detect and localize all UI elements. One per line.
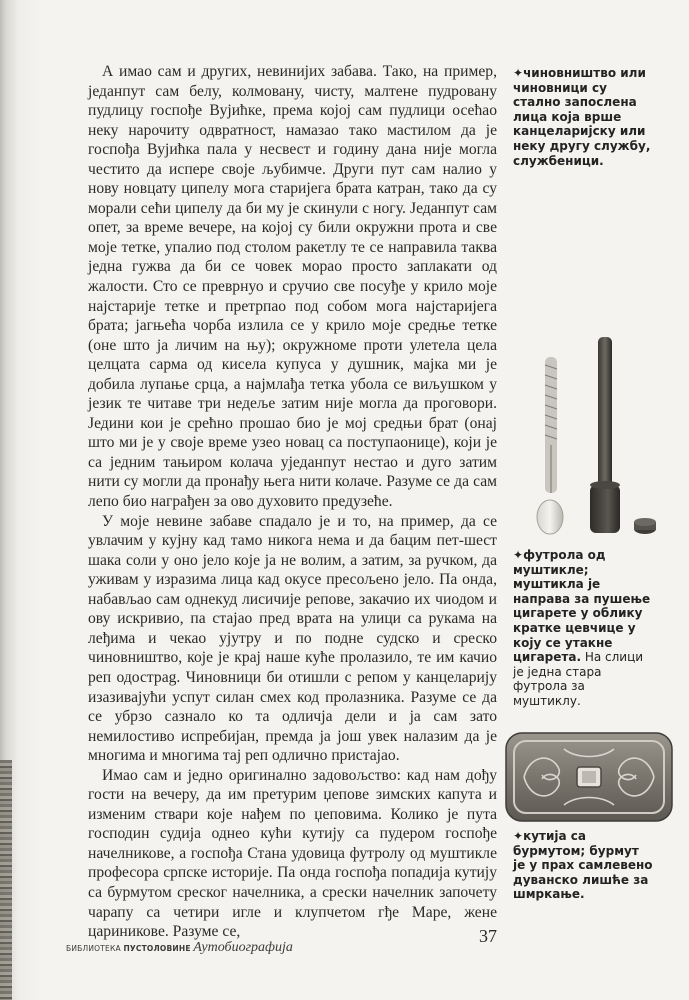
sidenote-snuff-box (513, 829, 653, 902)
paragraph-1: А имао сам и других, невинијих забава. Тако, на пример, једанпут сам белу, колмовану, чисту, малтене пудровану пудлицу госпође Вујићке, према којој сам пудлици осећао неку нарочиту одвратност, намазао тако мастилом да је госпођа Вујићка пала у несвест и годину дана није могла честито да испере своје љубимче. Други пут сам налио у нову новцату ципелу мога старијега брата катран, тако да су морали сећи ципелу да би му је скинули с ногу. Једанпут сам опет, за време вечере, на којој су били окружни прота и све моје тетке, упалио под столом ракетлу те се направила таква једна гужва да би се човек морао просто заплакати од жалости. Сто се преврнуо и сручио све посуђе у крило моје најстарије тетке и претрпао под собом мога најстаријега брата; јагњећа чорба излила се у крило моје средње тетке (оне што ја личим на њу); окружноме проти улетела цела целцата сарма од кисела купуса у душник, мајка ми је добила лупање срца, а најмлађа тетка убола се виљушком у језик те читаве три недеље затим није могла да проговори. Једини кои је срећно прошао био је мој средњи брат (онај што ми је у своје време узео новац са поступаонице), који је са једним тањиром колача уједанпут нестао и дуго затим нити су могли да пронађу њега нити колаче. Разуме се да сам лепо био награђен за ово духовито предузеће. (88, 63, 497, 511)
sidenote-term: кутија са бурмутом; (513, 829, 586, 858)
footer-series-title (66, 940, 293, 956)
main-text-column (88, 62, 497, 942)
adjacent-page-edge (0, 760, 12, 1000)
snuff-box-photo (500, 725, 678, 827)
sidenote-definition: муштикла је направа за пушење цигарете у облику кратке цевчице у коју се утакне цигарета. (513, 577, 651, 665)
sidenote-definition: бурмут је у прах самлевено дуванско лишће за шмркање. (513, 843, 653, 902)
star-bullet-icon: ✦ (513, 66, 524, 80)
book-title: Аутобиографија (193, 940, 293, 955)
cigarette-holder-case-photo (518, 325, 668, 550)
paragraph-3: Имао сам и једно оригинално задовољство: кад нам дођу гости на вечеру, да им претурим џепове зимских капута и изменим ствари које нађем по џеповима. Колико је пута господин судија однео кући кутију са пудером госпође начелникове, а госпођа Стана удовица футролу од муштикле професора српске историје. Па онда госпођа попадија кутију са бурмутом среског начелника, а срески начелник започету чарапу са четири игле и клупчетом гђе Маре, жене цариникове. Разуме се, (88, 766, 497, 941)
sidenote-term: чиновништво (523, 66, 617, 80)
sidenote-term: футрола од муштикле; (513, 548, 606, 577)
sidenote-caption: На слици је једна стара футрола за муштиклу. (513, 650, 644, 708)
star-bullet-icon: ✦ (513, 548, 524, 562)
sidenote-civil-servants (513, 66, 653, 168)
sidenote-holder-case (513, 548, 653, 709)
page-number: 37 (479, 926, 497, 946)
star-bullet-icon: ✦ (513, 829, 524, 843)
series-prefix: БИБЛИОТЕКА (66, 944, 121, 953)
paragraph-2: У моје невине забаве спадало је и то, на пример, да се увлачим у кујну кад тамо никога нема и да бацим пет-шест шака соли у оно јело које ја не волим, а затим, за ручком, да уживам у изразима лица кад окусе пресољено јело. Па онда, набављао сам однекуд лисичије репове, закачио их чиодом и ову искривио, па стајао пред врата на улици са рукама на леђима и чекао ујутру и по подне судско и среско чиновништво, које је крај наше куће пролазило, те им качио реп одострag. Чиновници би отишли с репом у канцеларију изазивајући успут силан смех код пролазника. Разуме се да се убрзо сазнало ко та одличја дели и ја сам зато немилостиво испребијан, премда ја још увек налазим да је многима и многима тај реп одлично пристајао. (88, 512, 497, 765)
sidenote-definition: или чиновници су стално запослена лица која врше канцеларијску или неку другу службу, службеници. (513, 66, 651, 168)
series-name: ПУСТОЛОВИНЕ (123, 944, 191, 953)
